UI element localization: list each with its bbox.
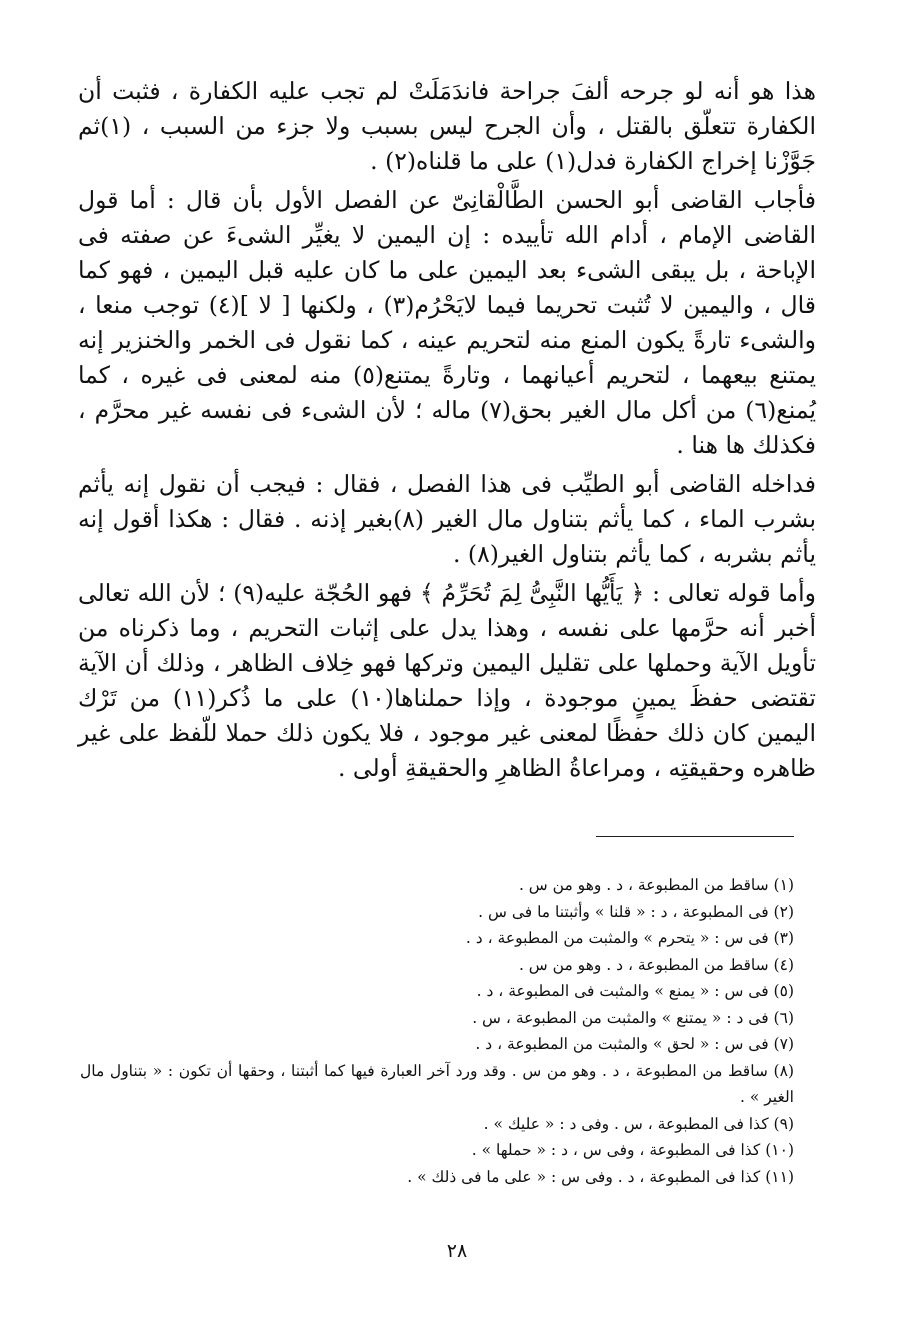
paragraph: وأما قوله تعالى : ﴿ يَأَيُّها النَّبِىُّ لِمَ تُحَرِّمُ ﴾ فهو الحُجّة عليه(٩) ؛ لأن الله تعالى أخبر أنه حرَّمها على نفسه ، وهذا يدل على إثبات التحريم ، وما ذكرناه من تأويل الآية وحملها على تقليل اليمين وتركها فهو خِلاف الظاهر ، وذلك أن الآية تقتضى حفظَ يمينٍ موجودة ، وإذا حملناها(١٠) على ما ذُكر(١١) من تَرْك اليمين كان ذلك حفظًا لمعنى غير موجود ، فلا يكون ذلك حملا للّفظ على غير ظاهره وحقيقتِه ، ومراعاةُ الظاهرِ والحقيقةِ أولى . — [78, 579, 816, 782]
footnote: (٩) كذا فى المطبوعة ، س . وفى د : « عليك » . — [483, 1114, 794, 1133]
footnote: (٥) فى س : « يمنع » والمثبت فى المطبوعة ، د . — [476, 982, 794, 1000]
paragraph: فأجاب القاضى أبو الحسن الطَّالْقانِىّ عن الفصل الأول بأن قال : أما قول القاضى الإمام ، أدام الله تأييده : إن اليمين لا يغيِّر الشىءَ عن صفته فى الإباحة ، بل يبقى الشىء بعد اليمين على ما كان عليه قبل اليمين ، فهو كما قال ، واليمين لا تُثبت تحريما فيما لايَحْرُم(٣) ، ولكنها [ لا ](٤) توجب منعا ، والشىء تارةً يكون المنع منه لتحريم عينه ، كما نقول فى الخمر والخنزير إنه يمتنع بيعهما ، لتحريم أعيانهما ، وتارةً يمتنع(٥) منه لمعنى فى غيره ، كما يُمنع(٦) من أكل مال الغير بحق(٧) ماله ؛ لأن الشىء فى نفسه غير محرَّم ، فكذلك ها هنا . — [78, 186, 816, 459]
footnote: (٨) ساقط من المطبوعة ، د . وهو من س . وقد ورد آخر العبارة فيها كما أثبتنا ، وحقها أن تكون : « بتناول مال الغير » . — [80, 1061, 794, 1106]
footnote: (٧) فى س : « لحق » والمثبت من المطبوعة ، د . — [475, 1035, 794, 1053]
paragraph: هذا هو أنه لو جرحه ألفَ جراحة فاندَمَلَتْ لم تجب عليه الكفارة ، فثبت أن الكفارة تتعلّق بالقتل ، وأن الجرح ليس بسبب ولا جزء من السبب ، (١)ثم جَوَّزْنا إخراج الكفارة فدل(١) على ما قلناه(٢) . — [78, 77, 816, 175]
footnote: (٦) فى د : « يمتنع » والمثبت من المطبوعة ، س . — [472, 1008, 794, 1027]
page-number: ٢٨ — [446, 1240, 468, 1262]
footnotes — [80, 872, 794, 1190]
footnote: (٢) فى المطبوعة ، د : « قلنا » وأثبتنا ما فى س . — [478, 902, 794, 921]
footnote: (١) ساقط من المطبوعة ، د . وهو من س . — [518, 876, 794, 894]
main-text — [78, 74, 816, 786]
footnote-separator — [596, 836, 794, 837]
footnote: (١١) كذا فى المطبوعة ، د . وفى س : « على ما فى ذلك » . — [407, 1167, 794, 1186]
footnote: (٤) ساقط من المطبوعة ، د . وهو من س . — [518, 955, 794, 974]
paragraph: فداخله القاضى أبو الطيِّب فى هذا الفصل ، فقال : فيجب أن نقول إنه يأثم بشرب الماء ، كما يأثم بتناول مال الغير (٨)بغير إذنه . فقال : هكذا أقول إنه يأثم بشربه ، كما يأثم بتناول الغير(٨) . — [78, 470, 816, 568]
footnote: (٣) فى س : « يتحرم » والمثبت من المطبوعة ، د . — [465, 929, 794, 947]
footnote: (١٠) كذا فى المطبوعة ، وفى س ، د : « حملها » . — [471, 1141, 794, 1159]
